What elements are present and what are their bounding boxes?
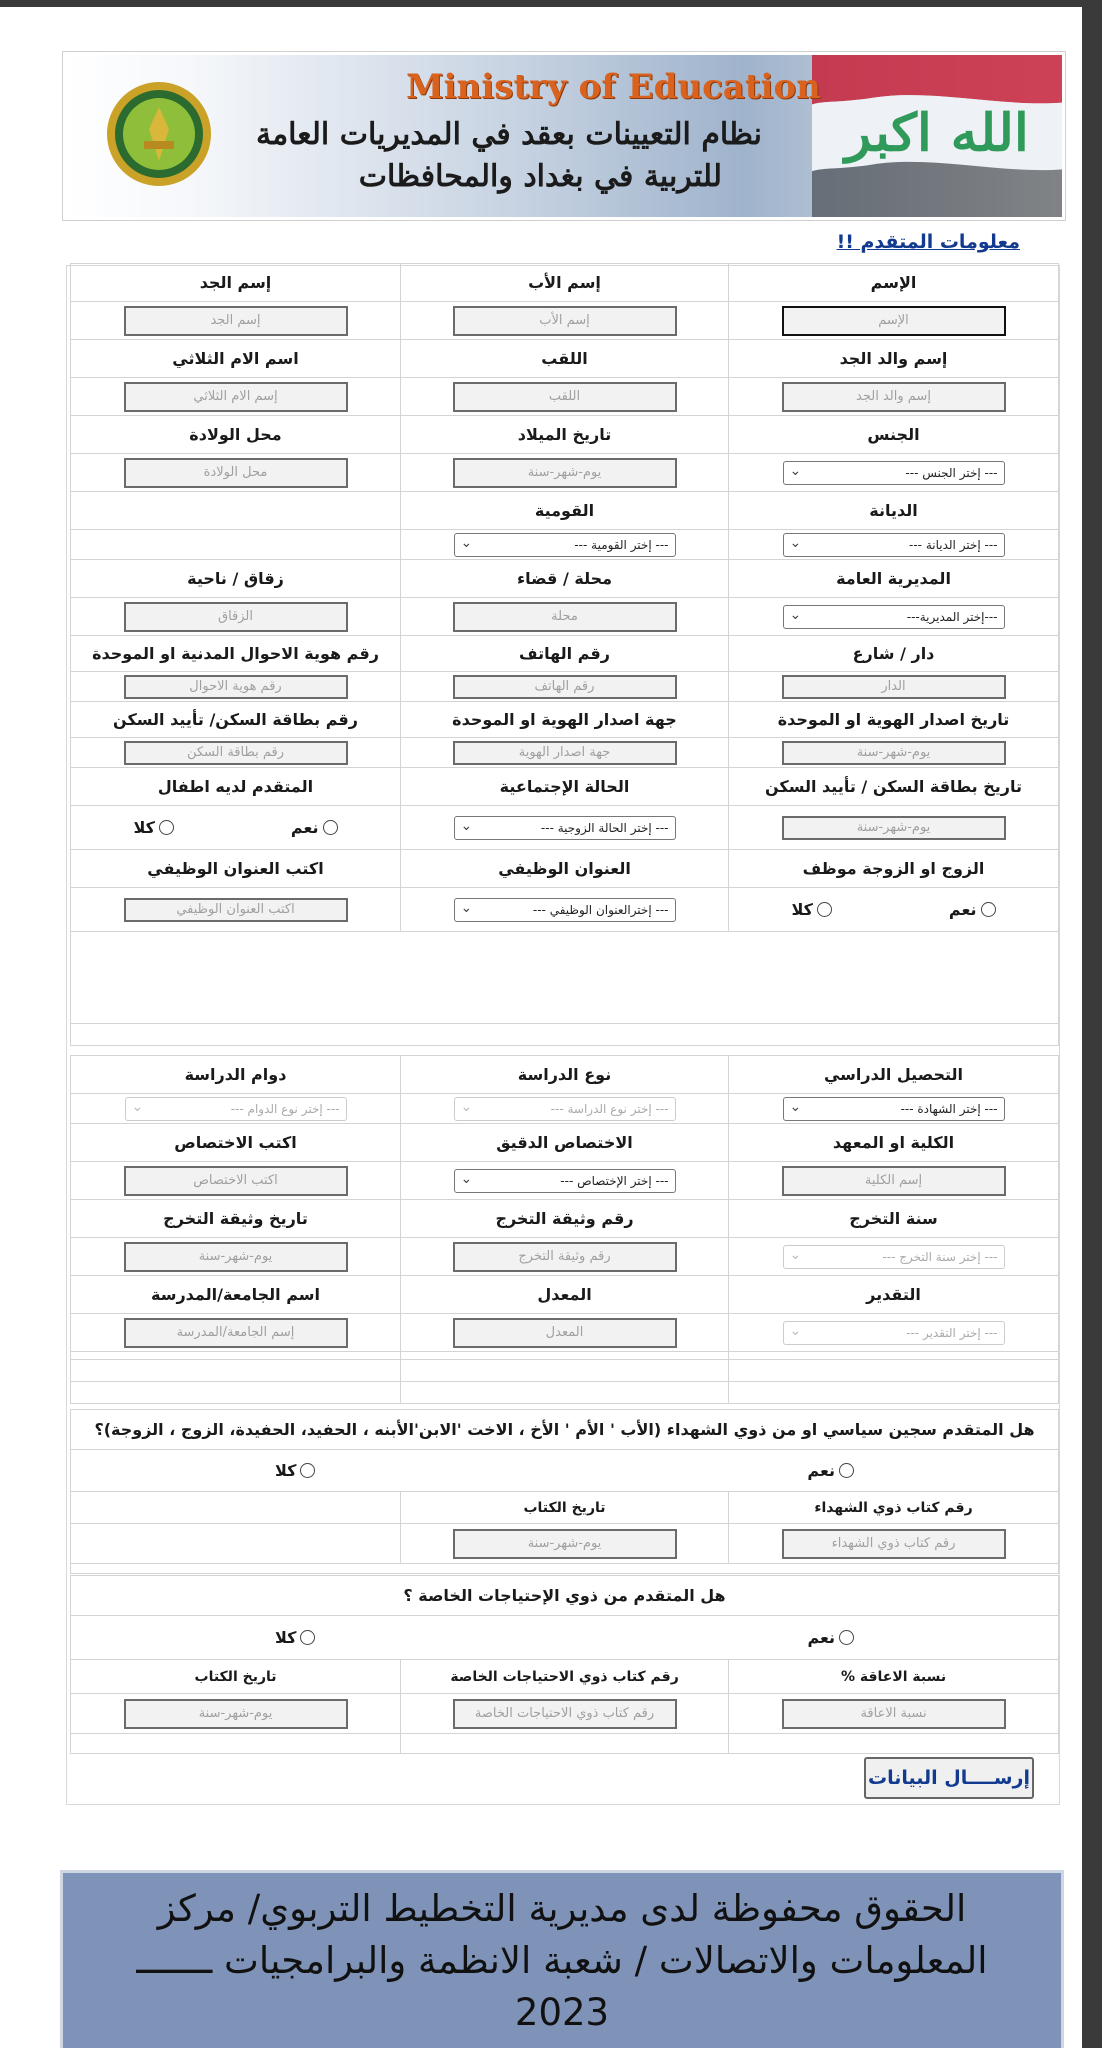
alley-input[interactable]: الزقاق xyxy=(124,602,348,632)
gender-label: الجنس xyxy=(729,416,1059,454)
special-needs-book-no-label: رقم كتاب ذوي الاحتياجات الخاصة xyxy=(401,1660,729,1694)
religion-select[interactable]: --- إختر الديانة --- ⌄ xyxy=(783,533,1005,557)
specialization-select[interactable]: --- إختر الإختصاص --- ⌄ xyxy=(454,1169,676,1193)
residence-date-label: تاريخ بطاقة السكن / تأييد السكن xyxy=(729,768,1059,806)
university-label: اسم الجامعة/المدرسة xyxy=(71,1276,401,1314)
surname-input[interactable]: اللقب xyxy=(453,382,677,412)
radio-circle-icon xyxy=(839,1630,854,1645)
martyrs-table xyxy=(70,1409,1059,1574)
directorate-label: المديرية العامة xyxy=(729,560,1059,598)
grad-year-label: سنة التخرج xyxy=(729,1200,1059,1238)
children-yes-radio[interactable]: نعم xyxy=(291,818,338,837)
iraq-flag-icon xyxy=(812,55,1062,217)
special-needs-book-date-input[interactable]: يوم-شهر-سنة xyxy=(124,1699,348,1729)
specialization-text-input[interactable]: اكتب الاختصاص xyxy=(124,1166,348,1196)
martyrs-book-no-label: رقم كتاب ذوي الشهداء xyxy=(729,1492,1059,1524)
name-label: الإسم xyxy=(729,264,1059,302)
spouse-yes-radio[interactable]: نعم xyxy=(949,900,996,919)
education-label: التحصيل الدراسي xyxy=(729,1056,1059,1094)
children-no-radio[interactable]: كلا xyxy=(134,818,174,837)
grad-doc-date-label: تاريخ وثيقة التخرج xyxy=(71,1200,401,1238)
disability-ratio-label: نسبة الاعاقة % xyxy=(729,1660,1059,1694)
radio-circle-icon xyxy=(839,1463,854,1478)
father-input[interactable]: إسم الأب xyxy=(453,306,677,336)
college-label: الكلية او المعهد xyxy=(729,1124,1059,1162)
scrollbar[interactable] xyxy=(1082,0,1102,2048)
university-input[interactable]: إسم الجامعة/المدرسة xyxy=(124,1318,348,1348)
job-title-label: العنوان الوظيفي xyxy=(401,850,729,888)
birthdate-label: تاريخ الميلاد xyxy=(401,416,729,454)
martyrs-question: هل المتقدم سجين سياسي او من ذوي الشهداء (الأب ' الأم ' الأخ ، الاخت 'الابن'الأبنه ، الحفيد، الحفيدة، الزوج ، الزوجة)؟ xyxy=(71,1410,1059,1450)
study-shift-label: دوام الدراسة xyxy=(71,1056,401,1094)
alley-label: زقاق / ناحية xyxy=(71,560,401,598)
residence-card-input[interactable]: رقم بطاقة السكن xyxy=(124,741,348,765)
page xyxy=(0,7,1082,2048)
grad-doc-date-input[interactable]: يوم-شهر-سنة xyxy=(124,1242,348,1272)
radio-circle-icon xyxy=(300,1463,315,1478)
education-table xyxy=(70,1055,1059,1404)
district-label: محلة / قضاء xyxy=(401,560,729,598)
specialization-label: الاختصاص الدقيق xyxy=(401,1124,729,1162)
banner-english-title: Ministry of Education xyxy=(406,67,821,107)
children-label: المتقدم لديه اطفال xyxy=(71,768,401,806)
great-grandfather-input[interactable]: إسم والد الجد xyxy=(782,382,1006,412)
svg-text:الله اكبر: الله اكبر xyxy=(845,102,1029,163)
ministry-seal-icon xyxy=(106,79,212,189)
house-input[interactable]: الدار xyxy=(782,675,1006,699)
radio-circle-icon xyxy=(981,902,996,917)
residence-date-input[interactable]: يوم-شهر-سنة xyxy=(782,816,1006,840)
house-label: دار / شارع xyxy=(729,636,1059,672)
phone-input[interactable]: رقم الهاتف xyxy=(453,675,677,699)
marital-select[interactable]: --- إختر الحالة الزوجية --- ⌄ xyxy=(454,816,676,840)
footer-text: الحقوق محفوظة لدى مديرية التخطيط التربوي/ مركز المعلومات والاتصالات / شعبة الانظمة والبرامجيات ـــــــ 2023 xyxy=(136,1887,988,2034)
martyrs-book-date-input[interactable]: يوم-شهر-سنة xyxy=(453,1529,677,1559)
special-needs-question: هل المتقدم من ذوي الإحتياجات الخاصة ؟ xyxy=(71,1576,1059,1616)
radio-circle-icon xyxy=(300,1630,315,1645)
grade-label: التقدير xyxy=(729,1276,1059,1314)
id-issuer-input[interactable]: جهة اصدار الهوية xyxy=(453,741,677,765)
mother-input[interactable]: إسم الام الثلاثي xyxy=(124,382,348,412)
average-input[interactable]: المعدل xyxy=(453,1318,677,1348)
id-number-input[interactable]: رقم هوية الاحوال xyxy=(124,675,348,699)
id-number-label: رقم هوية الاحوال المدنية او الموحدة xyxy=(71,636,401,672)
footer-copyright xyxy=(60,1870,1064,2048)
grad-doc-no-label: رقم وثيقة التخرج xyxy=(401,1200,729,1238)
nationality-select[interactable]: --- إختر القومية --- ⌄ xyxy=(454,533,676,557)
radio-circle-icon xyxy=(159,820,174,835)
special-needs-yes-radio[interactable]: نعم xyxy=(807,1628,854,1647)
martyrs-book-date-label: تاريخ الكتاب xyxy=(401,1492,729,1524)
spouse-no-radio[interactable]: كلا xyxy=(792,900,832,919)
personal-info-table xyxy=(70,263,1059,1046)
mother-label: اسم الام الثلاثي xyxy=(71,340,401,378)
submit-button[interactable]: إرســــال البيانات xyxy=(864,1757,1034,1799)
grad-doc-no-input[interactable]: رقم وثيقة التخرج xyxy=(453,1242,677,1272)
applicant-info-title: معلومات المتقدم !! xyxy=(836,231,1020,253)
special-needs-book-date-label: تاريخ الكتاب xyxy=(71,1660,401,1694)
father-label: إسم الأب xyxy=(401,264,729,302)
birthplace-input[interactable]: محل الولادة xyxy=(124,458,348,488)
martyrs-yes-radio[interactable]: نعم xyxy=(807,1461,854,1480)
average-label: المعدل xyxy=(401,1276,729,1314)
banner-arabic-line2: للتربية في بغداد والمحافظات xyxy=(358,159,722,194)
martyrs-no-radio[interactable]: كلا xyxy=(275,1461,315,1480)
grad-year-select[interactable]: --- إختر سنة التخرج --- ⌄ xyxy=(783,1245,1005,1269)
id-issue-date-label: تاريخ اصدار الهوية او الموحدة xyxy=(729,702,1059,738)
name-input[interactable]: الإسم xyxy=(782,306,1006,336)
residence-card-label: رقم بطاقة السكن/ تأييد السكن xyxy=(71,702,401,738)
job-title-text-input[interactable]: اكتب العنوان الوظيفي xyxy=(124,898,348,922)
job-title-text-label: اكتب العنوان الوظيفي xyxy=(71,850,401,888)
special-needs-no-radio[interactable]: كلا xyxy=(275,1628,315,1647)
education-select[interactable]: --- إختر الشهادة --- ⌄ xyxy=(783,1097,1005,1121)
radio-circle-icon xyxy=(323,820,338,835)
id-issuer-label: جهة اصدار الهوية او الموحدة xyxy=(401,702,729,738)
study-type-label: نوع الدراسة xyxy=(401,1056,729,1094)
grade-select[interactable]: --- إختر التقدير --- ⌄ xyxy=(783,1321,1005,1345)
special-needs-book-no-input[interactable]: رقم كتاب ذوي الاحتياجات الخاصة xyxy=(453,1699,677,1729)
specialization-text-label: اكتب الاختصاص xyxy=(71,1124,401,1162)
id-issue-date-input[interactable]: يوم-شهر-سنة xyxy=(782,741,1006,765)
martyrs-book-no-input[interactable]: رقم كتاب ذوي الشهداء xyxy=(782,1529,1006,1559)
spouse-employed-label: الزوج او الزوجة موظف xyxy=(729,850,1059,888)
gender-select[interactable]: --- إختر الجنس --- ⌄ xyxy=(783,461,1005,485)
college-input[interactable]: إسم الكلية xyxy=(782,1166,1006,1196)
birthdate-input[interactable]: يوم-شهر-سنة xyxy=(453,458,677,488)
banner-arabic-line1: نظام التعيينات بعقد في المديريات العامة xyxy=(256,117,762,152)
grandfather-label: إسم الجد xyxy=(71,264,401,302)
nationality-label: القومية xyxy=(401,492,729,530)
disability-ratio-input[interactable]: نسبة الاعاقة xyxy=(782,1699,1006,1729)
study-type-select[interactable]: --- إختر نوع الدراسة --- ⌄ xyxy=(454,1097,676,1121)
special-needs-table xyxy=(70,1575,1059,1754)
great-grandfather-label: إسم والد الجد xyxy=(729,340,1059,378)
district-input[interactable]: محلة xyxy=(453,602,677,632)
job-title-select[interactable]: --- إخترالعنوان الوظيفي --- ⌄ xyxy=(454,898,676,922)
ministry-banner xyxy=(62,51,1066,221)
study-shift-select[interactable]: --- إختر نوع الدوام --- ⌄ xyxy=(125,1097,347,1121)
phone-label: رقم الهاتف xyxy=(401,636,729,672)
grandfather-input[interactable]: إسم الجد xyxy=(124,306,348,336)
surname-label: اللقب xyxy=(401,340,729,378)
directorate-select[interactable]: ---إختر المديرية--- ⌄ xyxy=(783,605,1005,629)
birthplace-label: محل الولادة xyxy=(71,416,401,454)
religion-label: الديانة xyxy=(729,492,1059,530)
marital-label: الحالة الإجتماعية xyxy=(401,768,729,806)
radio-circle-icon xyxy=(817,902,832,917)
